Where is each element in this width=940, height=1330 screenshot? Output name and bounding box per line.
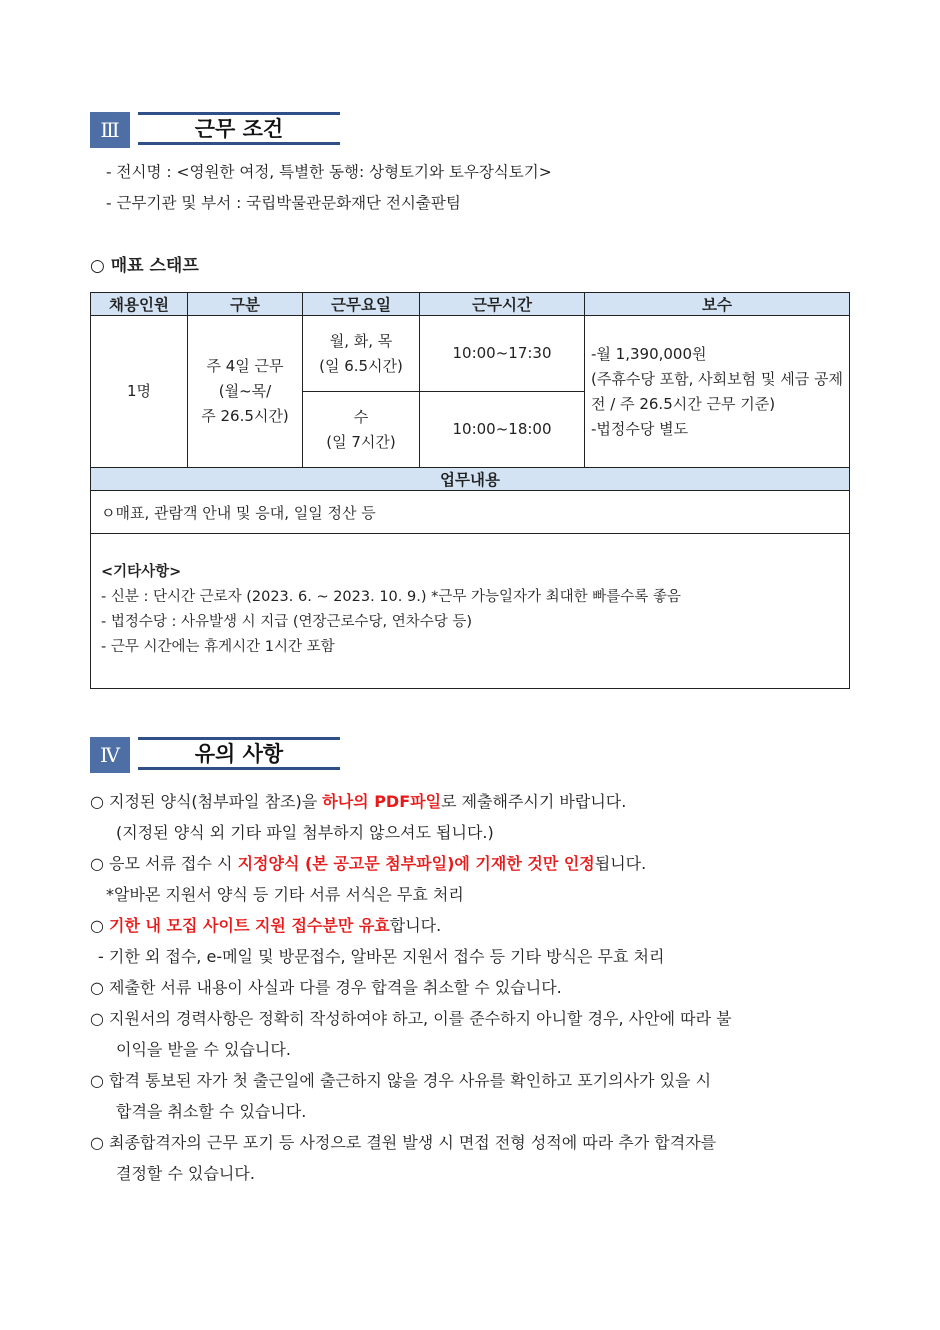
notice-cont: 결정할 수 있습니다. xyxy=(116,1164,255,1183)
etc-line: - 법정수당 : 사유발생 시 지급 (연장근로수당, 연차수당 등) xyxy=(101,614,473,630)
notice-item: ○ 응모 서류 접수 시 지정양식 (본 공고문 첨부파일)에 기재한 것만 인정됩니다. xyxy=(90,854,647,873)
duty-header-row xyxy=(91,468,850,491)
header-category: 구분 xyxy=(188,293,303,316)
duty-row xyxy=(91,491,850,534)
pay-line: -월 1,390,000원 xyxy=(591,344,707,363)
category-line: 주 4일 근무 xyxy=(206,357,284,375)
days-line: (일 7시간) xyxy=(326,432,396,451)
header-count: 채용인원 xyxy=(91,293,188,316)
table-header-row xyxy=(91,293,850,316)
days-line: 수 xyxy=(353,407,369,426)
notice-item: ○ 기한 내 모집 사이트 지원 접수분만 유효합니다. xyxy=(90,916,442,935)
days-cell xyxy=(303,316,420,392)
notice-item: ○ 제출한 서류 내용이 사실과 다를 경우 합격을 취소할 수 있습니다. xyxy=(90,978,562,997)
section-number: Ⅳ xyxy=(90,737,130,773)
notice-item: ○ 지정된 양식(첨부파일 참조)을 하나의 PDF파일로 제출해주시기 바랍니다. xyxy=(90,792,627,811)
notice-sub: *알바몬 지원서 양식 등 기타 서류 서식은 무효 처리 xyxy=(106,885,464,904)
notice-item: ○ 최종합격자의 근무 포기 등 사정으로 결원 발생 시 면접 전형 성적에 따라 추가 합격자를 xyxy=(90,1133,717,1152)
hours-cell: 10:00~18:00 xyxy=(420,392,585,468)
category-line: 주 26.5시간) xyxy=(201,407,289,425)
etc-title: <기타사항> xyxy=(101,564,182,580)
days-line: 월, 화, 목 xyxy=(329,331,393,350)
etc-line: - 신분 : 단시간 근로자 (2023. 6. ~ 2023. 10. 9.) *근무 가능일자가 최대한 빠를수록 좋음 xyxy=(101,589,681,605)
header-hours: 근무시간 xyxy=(420,293,585,316)
etc-line: - 근무 시간에는 휴게시간 1시간 포함 xyxy=(101,639,335,655)
header-days: 근무요일 xyxy=(303,293,420,316)
days-cell xyxy=(303,392,420,468)
staff-heading: ○ 매표 스태프 xyxy=(90,256,199,276)
staff-table xyxy=(90,292,850,689)
pay-cell xyxy=(585,316,850,468)
notice-item: ○ 합격 통보된 자가 첫 출근일에 출근하지 않을 경우 사유를 확인하고 포기의사가 있을 시 xyxy=(90,1071,712,1090)
etc-cell xyxy=(91,534,850,689)
notice-item: ○ 지원서의 경력사항은 정확히 작성하여야 하고, 이를 준수하지 아니할 경우, 사안에 따라 불 xyxy=(90,1009,732,1028)
notice-cont: 이익을 받을 수 있습니다. xyxy=(116,1040,291,1059)
notice-cont: 합격을 취소할 수 있습니다. xyxy=(116,1102,307,1121)
duty-header: 업무내용 xyxy=(91,468,850,491)
table-row xyxy=(91,316,850,392)
days-line: (일 6.5시간) xyxy=(319,356,403,375)
count-cell: 1명 xyxy=(91,316,188,468)
exhibition-line: - 전시명 : <영원한 여정, 특별한 동행: 상형토기와 토우장식토기> xyxy=(106,163,552,181)
pay-line: -법정수당 별도 xyxy=(591,419,689,438)
category-cell xyxy=(188,316,303,468)
notice-sub: (지정된 양식 외 기타 파일 첨부하지 않으셔도 됩니다.) xyxy=(116,823,494,842)
header-pay: 보수 xyxy=(585,293,850,316)
pay-line: (주휴수당 포함, 사회보험 및 세금 공제 전 / 주 26.5시간 근무 기준) xyxy=(591,369,843,413)
department-line: - 근무기관 및 부서 : 국립박물관문화재단 전시출판팀 xyxy=(106,194,461,212)
hours-cell: 10:00~17:30 xyxy=(420,316,585,392)
section-title: 유의 사항 xyxy=(138,737,340,770)
duty-cell: ㅇ매표, 관람객 안내 및 응대, 일일 정산 등 xyxy=(91,491,850,534)
notice-list xyxy=(90,786,732,1189)
category-line: (월~목/ xyxy=(218,382,272,400)
section-title: 근무 조건 xyxy=(138,112,340,145)
section-number: Ⅲ xyxy=(90,112,130,148)
notice-sub: - 기한 외 접수, e-메일 및 방문접수, 알바몬 지원서 접수 등 기타 방식은 무효 처리 xyxy=(98,947,665,966)
etc-row xyxy=(91,534,850,689)
